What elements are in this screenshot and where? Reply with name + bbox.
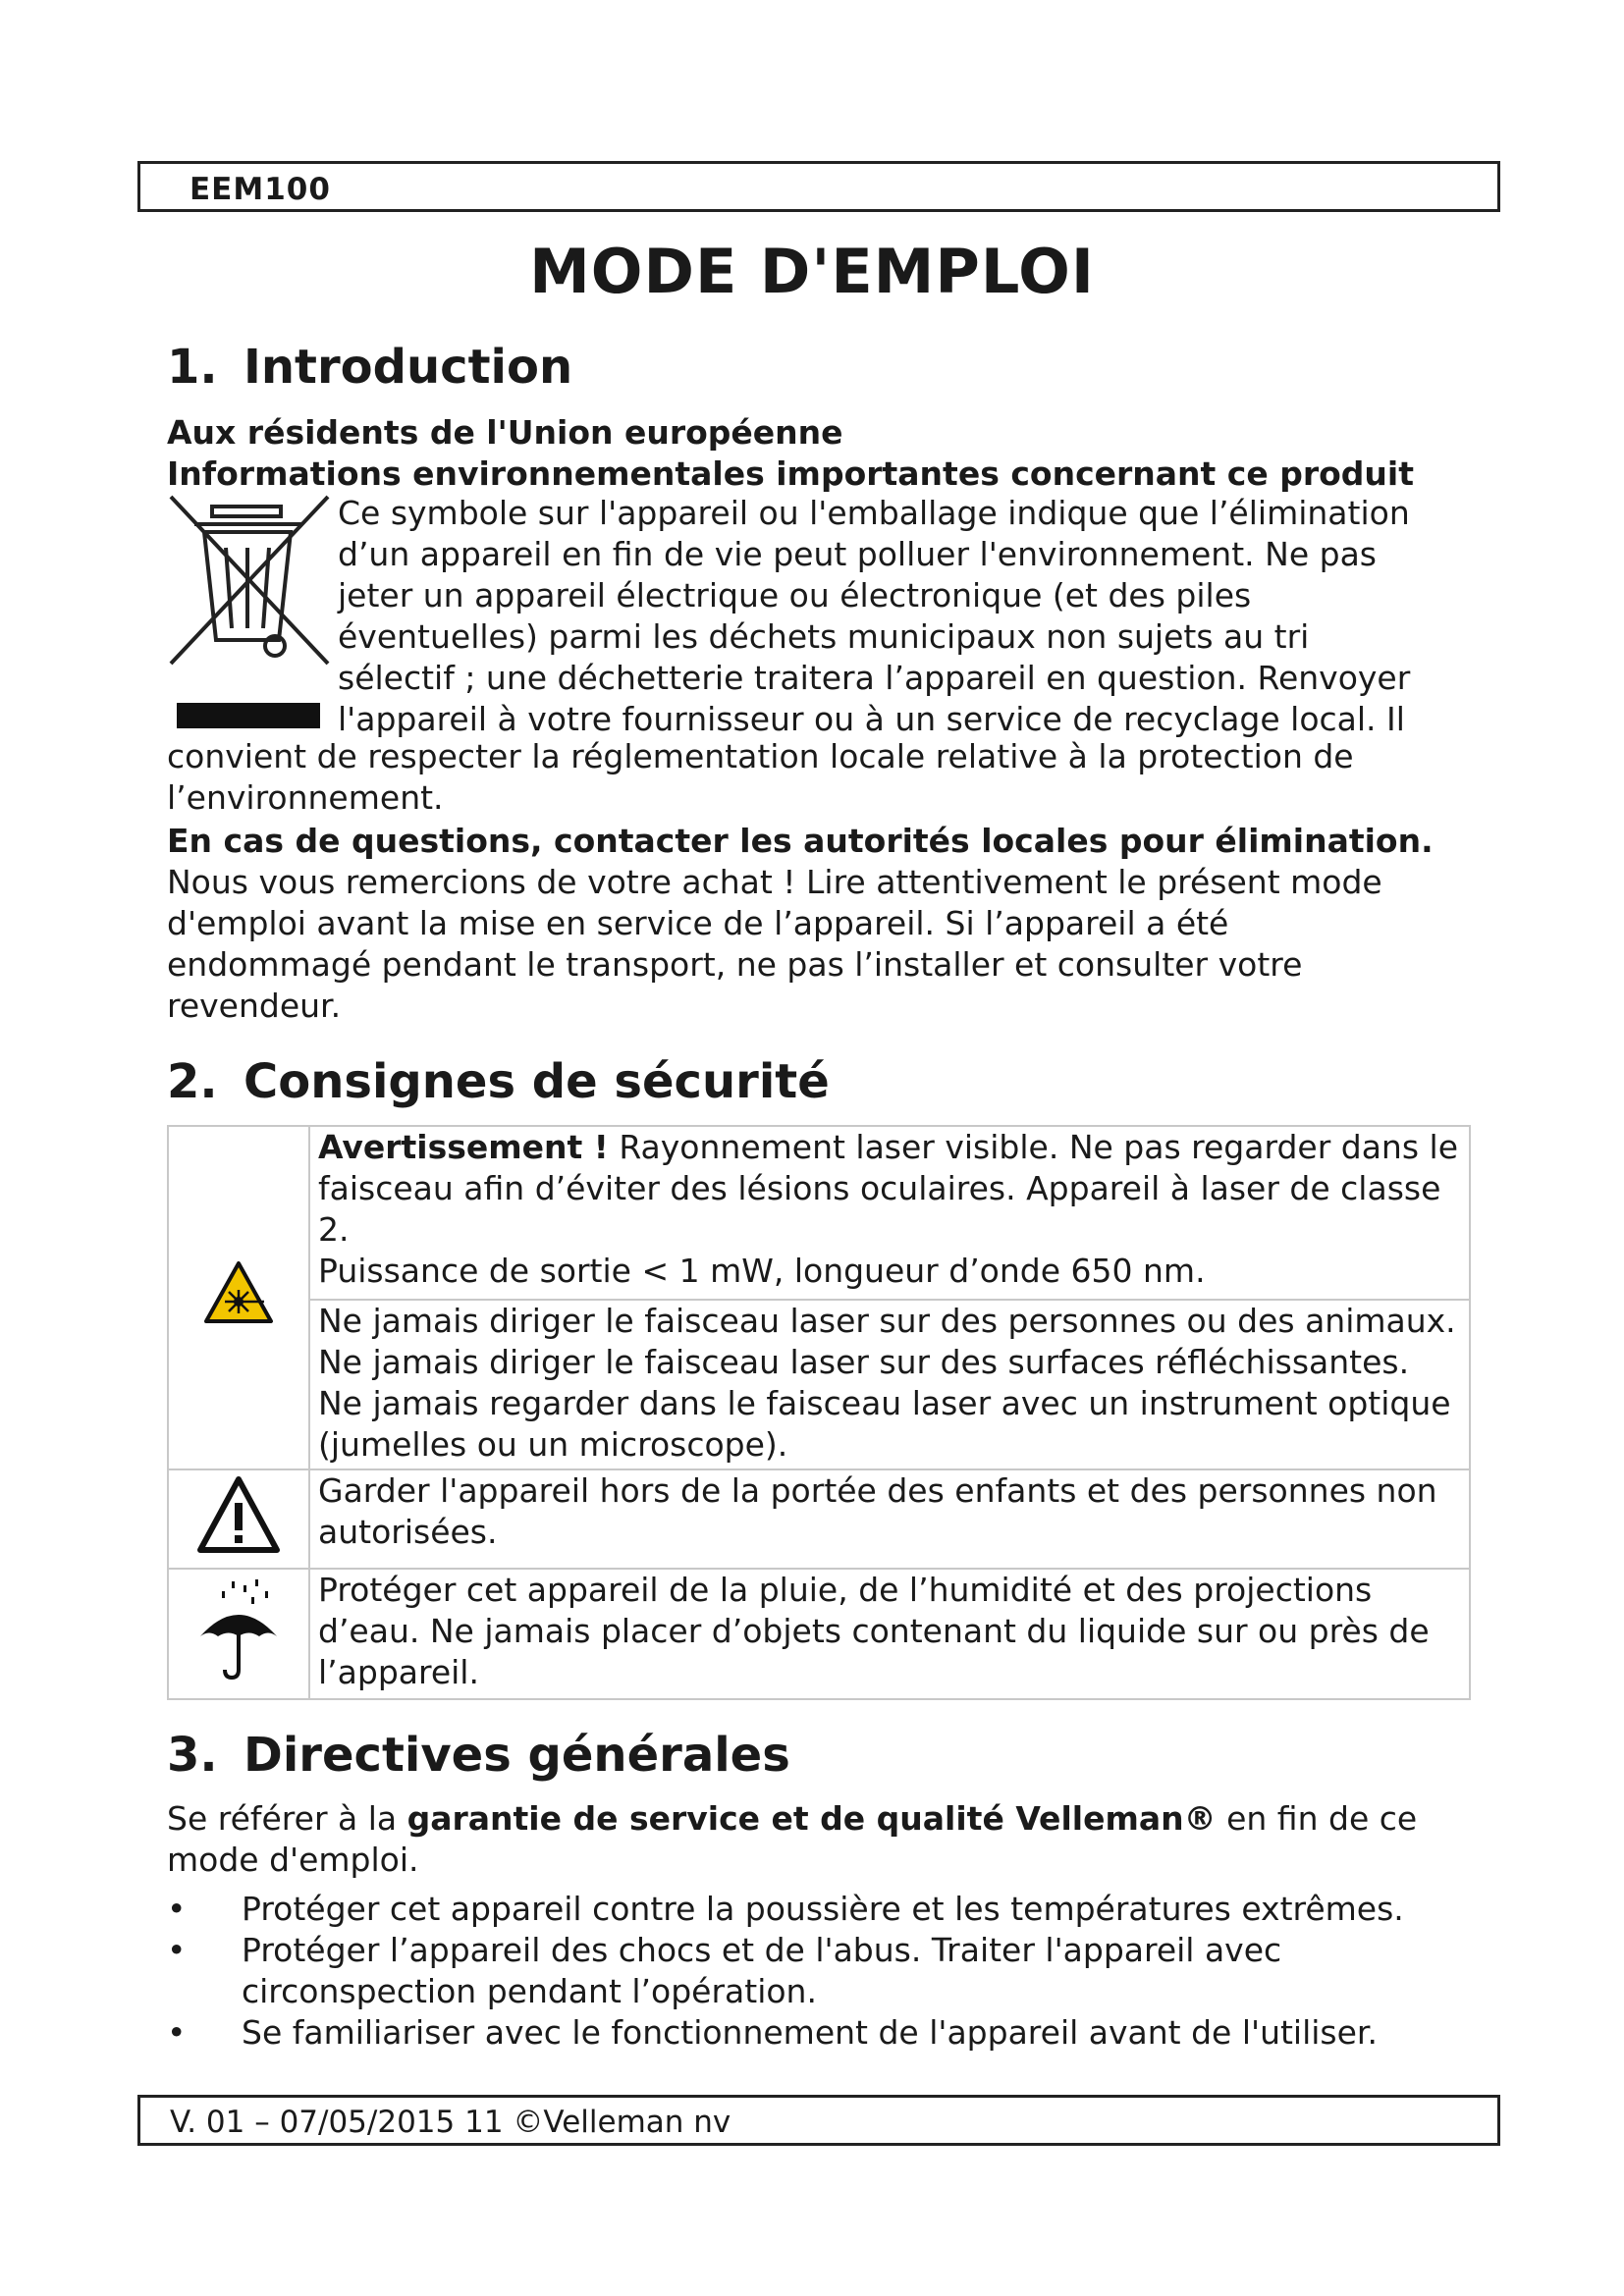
eu-residents-subheading: Aux résidents de l'Union européenne	[167, 413, 843, 452]
weee-line: l'appareil à votre fournisseur ou à un service de recyclage local. Il	[338, 700, 1405, 738]
thanks-line: d'emploi avant la mise en service de l’appareil. Si l’appareil a été	[167, 904, 1229, 942]
umbrella-icon-cell	[168, 1569, 309, 1699]
weee-cont-line: convient de respecter la réglementation locale relative à la protection de	[167, 737, 1354, 775]
section-2-heading	[167, 1054, 830, 1109]
warning-label: Avertissement !	[318, 1128, 609, 1166]
caution-icon	[194, 1473, 283, 1556]
weee-paragraph	[338, 493, 1496, 740]
table-row	[168, 1300, 1470, 1469]
weee-line: jeter un appareil électrique ou électronique (et des piles	[338, 576, 1252, 614]
laser-warning-text: Rayonnement laser visible. Ne pas regarder dans le faisceau afin d’éviter des lésions oculaires. Appareil à laser de classe 2.	[318, 1128, 1458, 1249]
section-3-heading	[167, 1728, 790, 1783]
warranty-intro-post: en fin de ce mode d'emploi.	[167, 1799, 1418, 1879]
section-2-number: 2.	[167, 1054, 218, 1109]
laser-warning-cell	[309, 1126, 1470, 1300]
table-row	[168, 1569, 1470, 1699]
env-info-subheading: Informations environnementales importantes concernant ce produit	[167, 454, 1415, 493]
model-number: EEM100	[189, 172, 331, 207]
weee-line: sélectif ; une déchetterie traitera l’appareil en question. Renvoyer	[338, 659, 1411, 697]
section-3-number: 3.	[167, 1728, 218, 1783]
questions-notice: En cas de questions, contacter les autorités locales pour élimination.	[167, 822, 1434, 860]
umbrella-rain-icon	[194, 1575, 283, 1683]
caution-icon-cell	[168, 1469, 309, 1569]
warranty-intro	[167, 1798, 1483, 1881]
list-item: • Protéger cet appareil contre la poussière et les températures extrêmes.	[167, 1889, 1483, 1930]
laser-direction-cell	[309, 1300, 1470, 1469]
thanks-line: revendeur.	[167, 987, 342, 1025]
water-warning-text: Protéger cet appareil de la pluie, de l’humidité et des projections d’eau. Ne jamais placer d’objets contenant du liquide sur ou près de l’appareil.	[318, 1571, 1430, 1692]
list-item: • Se familiariser avec le fonctionnement de l'appareil avant de l'utiliser.	[167, 2012, 1483, 2054]
weee-bin-icon	[165, 493, 338, 728]
children-warning-text: Garder l'appareil hors de la portée des enfants et des personnes non autorisées.	[318, 1471, 1437, 1552]
page-title: MODE D'EMPLOI	[529, 236, 1095, 307]
laser-icon-cell	[168, 1126, 309, 1469]
footer-box	[137, 2095, 1500, 2146]
guidelines-list	[167, 1889, 1483, 2054]
header-box	[137, 161, 1500, 212]
weee-cont-line: l’environnement.	[167, 778, 444, 817]
weee-line: Ce symbole sur l'appareil ou l'emballage indique que l’élimination	[338, 494, 1410, 532]
thanks-line: Nous vous remercions de votre achat ! Lire attentivement le présent mode	[167, 863, 1382, 901]
weee-line: d’un appareil en fin de vie peut polluer l'environnement. Ne pas	[338, 535, 1377, 573]
laser-power-text: Puissance de sortie < 1 mW, longueur d’onde 650 nm.	[318, 1252, 1206, 1290]
water-warning-cell	[309, 1569, 1470, 1699]
weee-line: éventuelles) parmi les déchets municipaux non sujets au tri	[338, 617, 1310, 656]
warranty-intro-pre: Se référer à la	[167, 1799, 407, 1838]
section-1-number: 1.	[167, 340, 218, 395]
list-item: • Protéger l’appareil des chocs et de l'abus. Traiter l'appareil avec circonspection pendant l’opération.	[167, 1930, 1483, 2012]
laser-warning-icon	[203, 1260, 274, 1325]
footer-text: V. 01 – 07/05/2015 11 ©Velleman nv	[170, 2105, 731, 2140]
table-row	[168, 1469, 1470, 1569]
warranty-link-text: garantie de service et de qualité Velleman®	[406, 1799, 1217, 1838]
section-3-title: Directives générales	[244, 1728, 790, 1783]
safety-table	[167, 1125, 1471, 1700]
thanks-paragraph	[167, 862, 1483, 1027]
section-1-heading	[167, 340, 572, 395]
weee-continuation	[167, 736, 1483, 819]
table-row	[168, 1126, 1470, 1300]
laser-direction-text: Ne jamais diriger le faisceau laser sur des personnes ou des animaux. Ne jamais diriger le faisceau laser sur des surfaces réfléchissantes. Ne jamais regarder dans le faisceau laser avec un instrument optique (jumelles ou un microscope).	[318, 1302, 1456, 1465]
section-2-title: Consignes de sécurité	[244, 1054, 830, 1109]
thanks-line: endommagé pendant le transport, ne pas l’installer et consulter votre	[167, 945, 1303, 984]
section-1-title: Introduction	[244, 340, 573, 395]
children-warning-cell	[309, 1469, 1470, 1569]
